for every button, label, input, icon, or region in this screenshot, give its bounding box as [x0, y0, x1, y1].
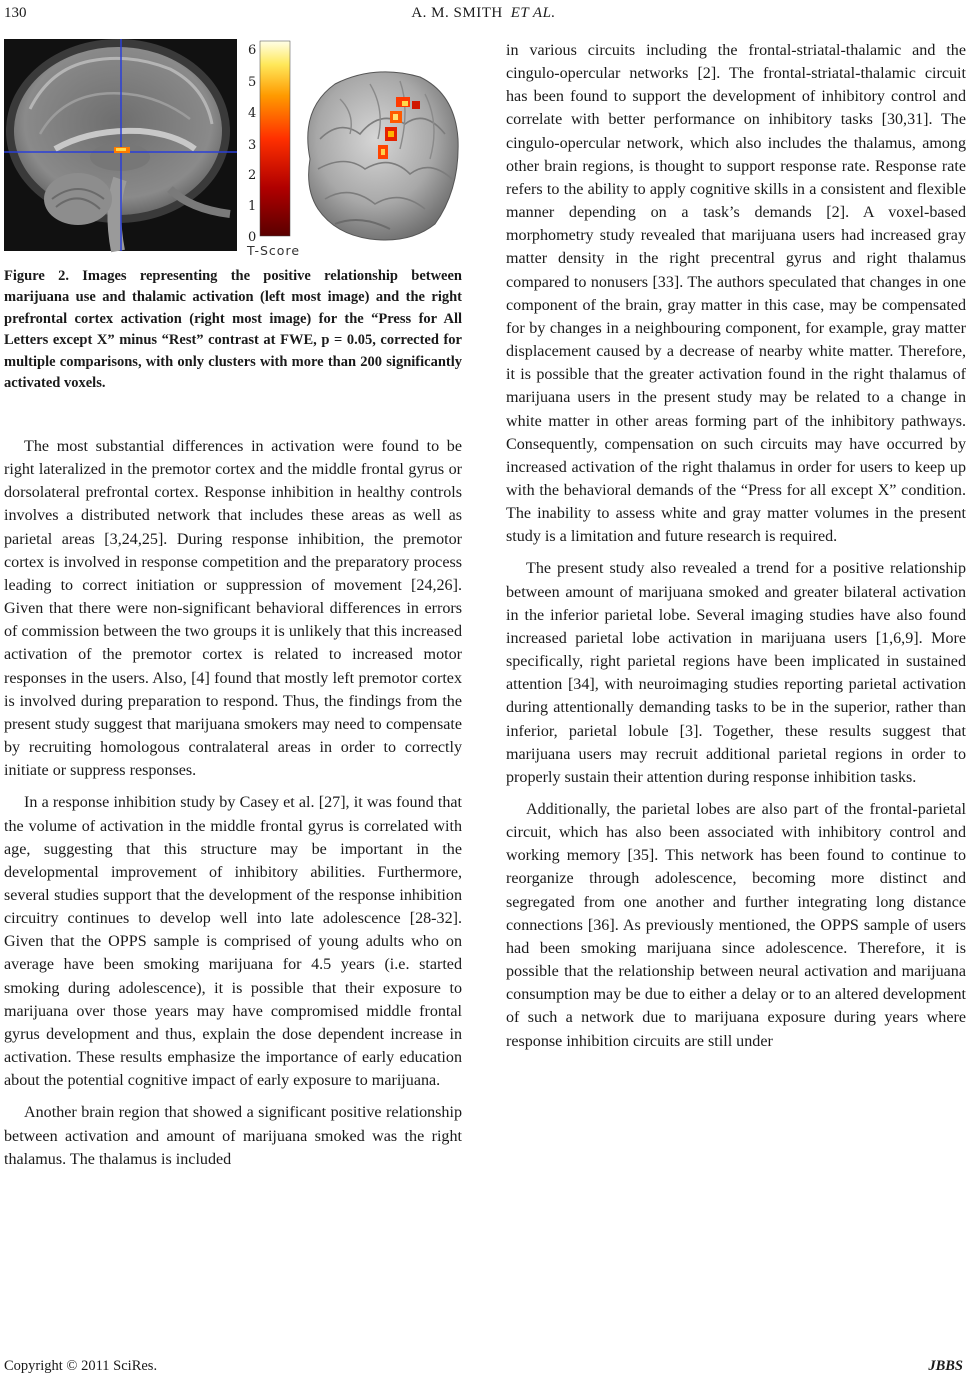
- colorbar-label: T-Score: [247, 243, 301, 258]
- running-head: [0, 5, 967, 22]
- colorbar-tick: 1: [248, 199, 257, 214]
- colorbar-tick: 4: [248, 106, 257, 121]
- colorbar-tick: 6: [248, 43, 257, 58]
- figure-2: [0, 39, 462, 261]
- page-number: 130: [4, 5, 27, 21]
- paragraph: In a response inhibition study by Casey et al. [27], it was found that the volume of activation in the middle frontal gyrus is correlated with age, suggesting that this structure may be important in the developmental improvement of inhibitory abilities. Furthermore, several studies support that the development of the response inhibition circuitry continues to develop well into late adolescence [28-32]. Given that the OPPS sample is comprised of young adults who on average have been smoking marijuana for 4.5 years (i.e. started smoking during adolescence), it is possible that their exposure to marijuana over those years may have compromised middle frontal gyrus development and thus, explain the dose dependent increase in activation. These results emphasize the importance of early education about the potential cognitive impact of early exposure to marijuana.: [4, 794, 462, 1090]
- page-header: [0, 0, 967, 32]
- paragraph: The present study also revealed a trend for a positive relationship between amount of marijuana smoked and greater bilateral activation in the inferior parietal lobe. Several imaging studies have also found increased parietal lobe activation in marijuana users [1,6,9]. More specifically, right parietal regions have been implicated in sustained attention [34], with neuroimaging studies reporting parietal activation during attentionally demanding tasks to be in the superior, rather than inferior, parietal lobule [3]. Together, these results suggest that marijuana users may recruit additional parietal regions in order to properly sustain their attention during response inhibition tasks.: [506, 560, 966, 786]
- running-head-et-al: ET AL.: [510, 5, 556, 21]
- rendered-brain-image: [308, 72, 458, 240]
- figure-caption: Figure 2. Images representing the positive relationship between marijuana use and thalamic activation (left most image) and the right prefrontal cortex activation (right most image) for the “Press for All Letters except X” minus “Rest” contrast at FWE, p = 0.05, corrected for multiple comparisons, with only clusters with more than 200 significantly activated voxels.: [4, 268, 462, 392]
- copyright-notice: Copyright © 2011 SciRes.: [4, 1358, 158, 1374]
- colorbar-tick: 0: [248, 230, 257, 245]
- colorbar-tick: 3: [248, 138, 257, 153]
- running-head-authors: A. M. SMITH: [411, 5, 503, 21]
- t-score-colorbar: [246, 41, 300, 258]
- figure-2-image: [0, 39, 462, 261]
- paragraph: The most substantial differences in activation were found to be right lateralized in the premotor cortex and the middle frontal gyrus or dorsolateral prefrontal cortex. Response inhibition in healthy controls involves a distributed network that includes these areas as well as parietal areas [3,24,25]. During response inhibition, the premotor cortex is involved in response competition and the preparatory process leading to correct initiation or suppression of movement [24,26]. Given that there were non-significant behavioral differences in errors of commission between the two groups it is unlikely that this increased activation of the premotor cortex is related to increased motor responses in the users. Also, [4] found that mostly left premotor cortex is involved during preparation to respond. Thus, the findings from the present study suggest that marijuana smokers may need to compensate by recruiting homologous contralateral areas in order to correctly initiate or suppress responses.: [4, 438, 462, 780]
- paragraph: Additionally, the parietal lobes are also part of the frontal-parietal circuit, which has also been associated with inhibitory control and working memory [35]. This network has been found to continue to reorganize through adolescence, becoming more distinct and segregated from one another and further integrating long distance connections [36]. As previously mentioned, the OPPS sample of users had been smoking marijuana since adolescence. Therefore, it is possible that the relationship between neural activation and marijuana consumption may be due to either a delay or to an altered development of such a network due to marijuana exposure during years where response inhibition circuits are still under: [506, 801, 966, 1050]
- colorbar-tick: 5: [248, 75, 257, 90]
- colorbar-tick: 2: [248, 168, 257, 183]
- sagittal-brain-image: [4, 39, 237, 251]
- paragraph: in various circuits including the frontal-striatal-thalamic and the cingulo-opercular networks [2]. The frontal-striatal-thalamic circuit has been found to support the development of inhibitory control and correlate with better performance on inhibitory tasks [30,31]. The cingulo-opercular network, which also includes the thalamus, among other brain regions, is thought to support response rate. Response rate refers to the ability to apply cognitive skills in a consistent and flexible manner depending on a task’s demands [2]. A voxel-based morphometry study revealed that marijuana users had increased gray matter density in the right precentral gyrus and right thalamus compared to nonusers [33]. The authors speculated that changes in one component of the brain, gray matter in this case, may be compensated for by changes in a neighbouring component, for example, gray matter displacement caused by a decrease of nearby white matter. Therefore, it is possible that the greater activation found in the right thalamus of marijuana users in the present study may be related to a change in white matter in other areas forming part of the inhibitory pathways. Consequently, compensation on such circuits may have occurred by increased activation of the right thalamus in order for users to keep up with the behavioral demands of the “Press for all except X” condition. The inability to assess white and gray matter volumes in the present study is a limitation and future research is required.: [506, 42, 966, 546]
- journal-name: JBBS: [928, 1358, 963, 1374]
- left-column: [4, 435, 462, 1180]
- paragraph: Another brain region that showed a significant positive relationship between activation and amount of marijuana smoked was the right thalamus. The thalamus is included: [4, 1104, 462, 1168]
- right-column: [506, 39, 966, 1062]
